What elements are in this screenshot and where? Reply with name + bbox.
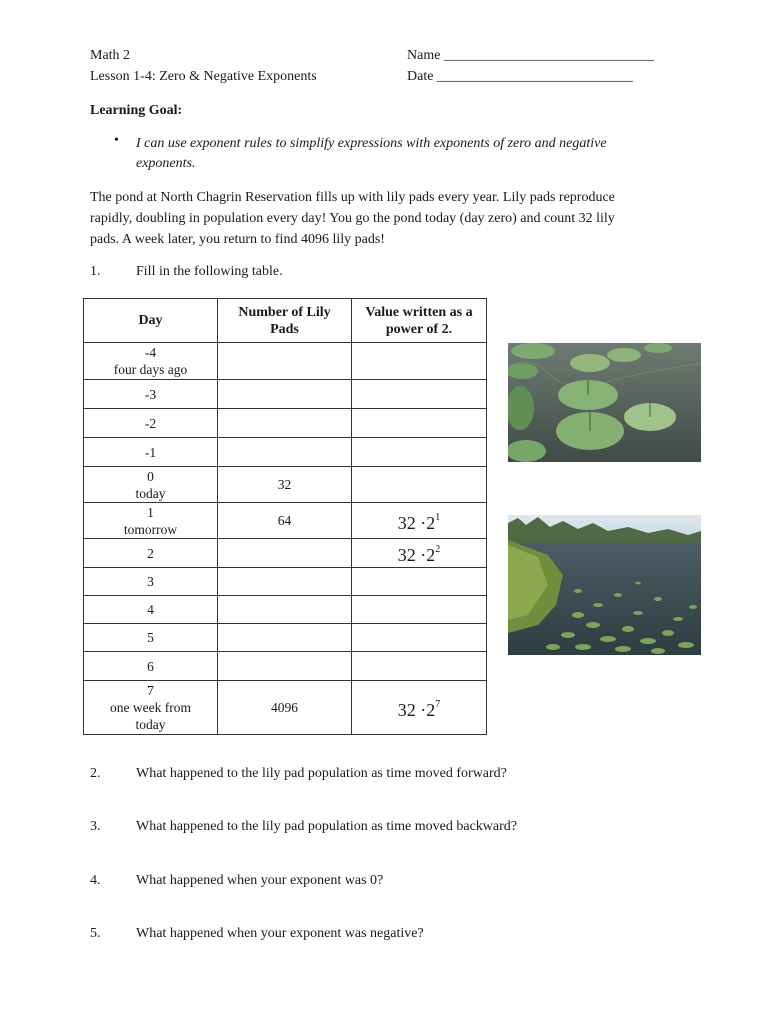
lily-pad-table (83, 298, 487, 735)
power-base: 32 ·2 (397, 545, 436, 565)
power-of-2-cell[interactable] (352, 409, 487, 438)
day-cell (84, 380, 218, 409)
power-base: 32 ·2 (397, 699, 436, 720)
power-base: 32 ·2 (397, 512, 436, 533)
day-cell (84, 596, 218, 624)
day-value: 7 (147, 683, 154, 698)
day-cell (84, 409, 218, 438)
day-cell (84, 568, 218, 596)
day-note: today (135, 485, 166, 501)
learning-goal-text-cont: exponents. (136, 156, 196, 171)
table-row (84, 438, 487, 467)
lily-pads-cell[interactable] (218, 568, 352, 596)
question-4-number: 4. (90, 873, 101, 888)
power-expression (398, 513, 441, 533)
learning-goal-text: I can use exponent rules to simplify expressions with exponents of zero and negative (136, 136, 607, 151)
course-title: Math 2 (90, 48, 131, 63)
lily-pads-cell[interactable] (218, 596, 352, 624)
day-note: tomorrow (123, 521, 178, 537)
power-of-2-cell[interactable] (352, 539, 487, 568)
day-cell (84, 681, 218, 735)
header-power-line-2: power of 2. (385, 321, 453, 337)
day-value: 2 (147, 545, 154, 561)
power-of-2-cell[interactable] (352, 438, 487, 467)
power-of-2-cell[interactable] (352, 624, 487, 652)
header-number-line-2: Pads (270, 321, 299, 337)
header-day: Day (84, 299, 218, 343)
day-value: 6 (147, 658, 154, 674)
learning-goal-heading: Learning Goal: (90, 103, 183, 118)
table-row (84, 681, 487, 735)
table-row (84, 624, 487, 652)
power-of-2-cell[interactable] (352, 596, 487, 624)
table-row (84, 596, 487, 624)
lesson-title: Lesson 1-4: Zero & Negative Exponents (90, 69, 317, 84)
power-of-2-cell[interactable] (352, 652, 487, 681)
table-row (84, 503, 487, 539)
day-value: -3 (144, 386, 157, 402)
table-row (84, 539, 487, 568)
lily-pads-cell[interactable] (218, 624, 352, 652)
day-note: one week from (110, 700, 191, 715)
power-exponent: 7 (435, 698, 441, 710)
power-of-2-cell[interactable] (352, 503, 487, 539)
header-number-of-lily-pads (218, 299, 352, 343)
day-value: -2 (144, 415, 157, 431)
table-row (84, 467, 487, 503)
day-cell (84, 503, 218, 539)
header-power-line-1: Value written as a (365, 304, 473, 320)
day-note: today (135, 717, 166, 732)
question-5-number: 5. (90, 926, 101, 941)
day-value: 1 (147, 504, 154, 520)
lily-pads-cell[interactable]: 64 (218, 503, 352, 539)
day-value: 4 (147, 602, 154, 617)
day-value: -1 (144, 444, 157, 460)
question-3-number: 3. (90, 819, 101, 834)
table-row (84, 409, 487, 438)
day-value: 5 (147, 630, 154, 645)
power-expression (398, 700, 441, 720)
lily-pads-cell[interactable] (218, 652, 352, 681)
day-cell (84, 539, 218, 568)
header-power-of-2 (352, 299, 487, 343)
lily-pads-closeup-image (508, 343, 701, 462)
bullet-icon: • (114, 133, 119, 148)
lily-pads-cell[interactable] (218, 539, 352, 568)
lily-pads-cell[interactable] (218, 438, 352, 467)
day-cell (84, 652, 218, 681)
day-cell (84, 343, 218, 380)
power-of-2-cell[interactable] (352, 568, 487, 596)
question-4-text: What happened when your exponent was 0? (136, 873, 384, 888)
day-value: -4 (144, 345, 157, 360)
question-1-number: 1. (90, 264, 101, 279)
power-of-2-cell[interactable] (352, 681, 487, 735)
lily-pads-cell[interactable] (218, 343, 352, 380)
power-of-2-cell[interactable] (352, 380, 487, 409)
table-row (84, 343, 487, 380)
day-cell (84, 467, 218, 503)
intro-line-2: rapidly, doubling in population every day! You go the pond today (day zero) and count 32 lily (90, 211, 615, 226)
table-row (84, 380, 487, 409)
lily-pads-cell[interactable] (218, 409, 352, 438)
question-2-text: What happened to the lily pad population as time moved forward? (136, 766, 507, 781)
intro-line-1: The pond at North Chagrin Reservation fills up with lily pads every year. Lily pads reproduce (90, 190, 615, 205)
header-number-line-1: Number of Lily (238, 304, 331, 320)
day-value: 0 (147, 468, 154, 484)
power-of-2-cell[interactable] (352, 343, 487, 380)
lily-pads-cell[interactable] (218, 380, 352, 409)
name-field[interactable]: Name ______________________________ (407, 48, 654, 63)
day-value: 3 (147, 574, 154, 589)
question-3-text: What happened to the lily pad population as time moved backward? (136, 819, 517, 834)
lily-pads-cell[interactable]: 32 (218, 467, 352, 503)
pond-landscape-image (508, 515, 701, 655)
table-row (84, 652, 487, 681)
intro-line-3: pads. A week later, you return to find 4096 lily pads! (90, 232, 385, 247)
power-expression (398, 545, 441, 565)
date-field[interactable]: Date ____________________________ (407, 69, 633, 84)
power-exponent: 1 (435, 511, 441, 523)
question-2-number: 2. (90, 766, 101, 781)
day-cell (84, 624, 218, 652)
table-row (84, 568, 487, 596)
question-5-text: What happened when your exponent was negative? (136, 926, 424, 941)
day-cell (84, 438, 218, 467)
question-1-text: Fill in the following table. (136, 264, 283, 279)
lily-pads-cell[interactable]: 4096 (218, 681, 352, 735)
day-note: four days ago (113, 362, 188, 377)
power-exponent: 2 (435, 544, 441, 555)
power-of-2-cell[interactable] (352, 467, 487, 503)
